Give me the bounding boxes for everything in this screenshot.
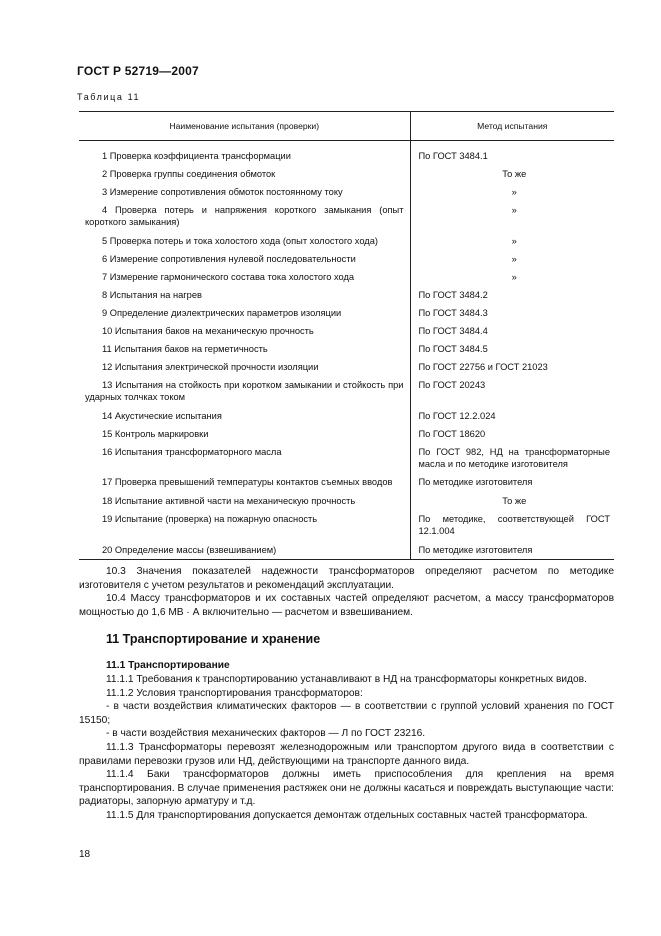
- paragraph-11-1-5: 11.1.5 Для транспортирования допускается демонтаж отдельных составных частей трансформатора.: [106, 809, 588, 821]
- test-method: По ГОСТ 18620: [418, 429, 486, 439]
- table-row: [79, 355, 614, 373]
- test-method: По ГОСТ 3484.4: [418, 326, 488, 336]
- table-row: [79, 319, 614, 337]
- table-row: [79, 247, 614, 265]
- test-method: По ГОСТ 12.2.024: [418, 411, 496, 421]
- table-row: [79, 440, 614, 470]
- test-method: »: [511, 254, 517, 264]
- subsection-title: 11.1 Транспортирование: [106, 660, 230, 671]
- test-name: 7 Измерение гармонического состава тока холостого хода: [79, 265, 410, 283]
- test-method: По методике изготовителя: [418, 477, 533, 487]
- test-name: 12 Испытания электрической прочности изоляции: [79, 355, 410, 373]
- test-method: »: [511, 272, 517, 282]
- test-method: По ГОСТ 3484.5: [418, 344, 488, 354]
- test-name: 4 Проверка потерь и напряжения короткого замыкания (опыт короткого замыкания): [79, 198, 410, 228]
- page-number: 18: [79, 849, 91, 860]
- test-method: По ГОСТ 3484.2: [418, 290, 488, 300]
- test-methods-table: [79, 111, 614, 560]
- test-name: 15 Контроль маркировки: [79, 422, 410, 440]
- test-name: 16 Испытания трансформаторного масла: [79, 440, 410, 470]
- test-name: 17 Проверка превышений температуры контактов съемных вводов: [79, 470, 410, 488]
- test-name: 3 Измерение сопротивления обмоток постоянному току: [79, 180, 410, 198]
- test-method: »: [511, 205, 517, 215]
- paragraph-11-1-3: 11.1.3 Трансформаторы перевозят железнодорожным или транспортом другого вида в соответствии с правилами перевозки грузов или НД, действующими на транспорте данного вида.: [79, 741, 614, 767]
- table-row: [79, 422, 614, 440]
- transport-paragraphs: [79, 673, 614, 823]
- test-method: »: [511, 236, 517, 246]
- test-name: 19 Испытание (проверка) на пожарную опасность: [79, 507, 410, 537]
- test-method: По ГОСТ 3484.3: [418, 308, 488, 318]
- table-row: [79, 403, 614, 422]
- test-name: 1 Проверка коэффициента трансформации: [79, 141, 410, 163]
- table-caption: Таблица 11: [77, 92, 141, 102]
- table-row: [79, 162, 614, 180]
- test-method: По ГОСТ 20243: [418, 380, 486, 390]
- table-row: [79, 337, 614, 355]
- paragraph-10-4: 10.4 Массу трансформаторов и их составных частей определяют расчетом, а массу трансформаторов мощностью до 1,6 МВ · А включительно — расчетом и взвешиванием.: [79, 593, 614, 618]
- test-name: 9 Определение диэлектрических параметров изоляции: [79, 301, 410, 319]
- paragraph-10-3: 10.3 Значения показателей надежности трансформаторов определяют расчетом по методике изготовителя с учетом результатов и рекомендаций эксплуатации.: [79, 566, 614, 591]
- test-name: 20 Определение массы (взвешиванием): [79, 537, 410, 559]
- test-name: 6 Измерение сопротивления нулевой последовательности: [79, 247, 410, 265]
- paragraph-11-1-1: 11.1.1 Требования к транспортированию устанавливают в НД на трансформаторы конкретных видов.: [106, 674, 587, 685]
- paragraph-11-1-2: 11.1.2 Условия транспортирования трансформаторов:: [106, 687, 363, 699]
- test-method: По методике, соответствующей ГОСТ 12.1.004: [418, 514, 610, 536]
- document-header: ГОСТ Р 52719—2007: [77, 64, 199, 78]
- test-method: То же: [502, 169, 527, 179]
- column-header-method: Метод испытания: [410, 112, 614, 141]
- test-method: По методике изготовителя: [410, 537, 614, 559]
- table-row: [79, 228, 614, 247]
- table-row: [79, 470, 614, 488]
- paragraph-11-1-2-b: - в части воздействия механических факторов — Л по ГОСТ 23216.: [106, 728, 426, 740]
- table-row: [79, 537, 614, 559]
- test-name: 8 Испытания на нагрев: [79, 283, 410, 301]
- table-row: [79, 373, 614, 403]
- table-row: [79, 265, 614, 283]
- table-row: [79, 488, 614, 507]
- test-name: 18 Испытание активной части на механическую прочность: [79, 488, 410, 507]
- test-name: 2 Проверка группы соединения обмоток: [79, 162, 410, 180]
- test-name: 13 Испытания на стойкость при коротком замыкании и стойкость при ударных толчках током: [79, 373, 410, 403]
- table-row: [79, 180, 614, 198]
- column-header-test: Наименование испытания (проверки): [79, 112, 410, 141]
- section-title: 11 Транспортирование и хранение: [106, 632, 321, 646]
- test-name: 5 Проверка потерь и тока холостого хода (опыт холостого хода): [79, 228, 410, 247]
- table-row: [79, 198, 614, 228]
- table-row: [79, 507, 614, 537]
- test-method: »: [511, 187, 517, 197]
- test-method: По ГОСТ 982, НД на трансформаторные масла и по методике изготовителя: [418, 447, 610, 469]
- paragraph-11-1-2-a: - в части воздействия климатических факторов — в соответствии с группой условий хранения по ГОСТ 15150;: [79, 701, 614, 726]
- paragraph-10-3-block: [79, 565, 614, 619]
- paragraph-11-1-4: 11.1.4 Баки трансформаторов должны иметь приспособления для крепления на время транспортирования. В случае применения растяжек они не должны касаться и повреждать выступающие части: радиаторы, запорную арматуру и т.д.: [79, 769, 614, 808]
- test-name: 14 Акустические испытания: [79, 403, 410, 422]
- table-row: [79, 141, 614, 163]
- test-method: По ГОСТ 3484.1: [418, 151, 488, 161]
- table-row: [79, 283, 614, 301]
- table-header-row: [79, 112, 614, 141]
- table-row: [79, 301, 614, 319]
- test-name: 11 Испытания баков на герметичность: [79, 337, 410, 355]
- test-method: То же: [502, 496, 527, 506]
- test-method: По ГОСТ 22756 и ГОСТ 21023: [418, 362, 548, 372]
- test-name: 10 Испытания баков на механическую прочность: [79, 319, 410, 337]
